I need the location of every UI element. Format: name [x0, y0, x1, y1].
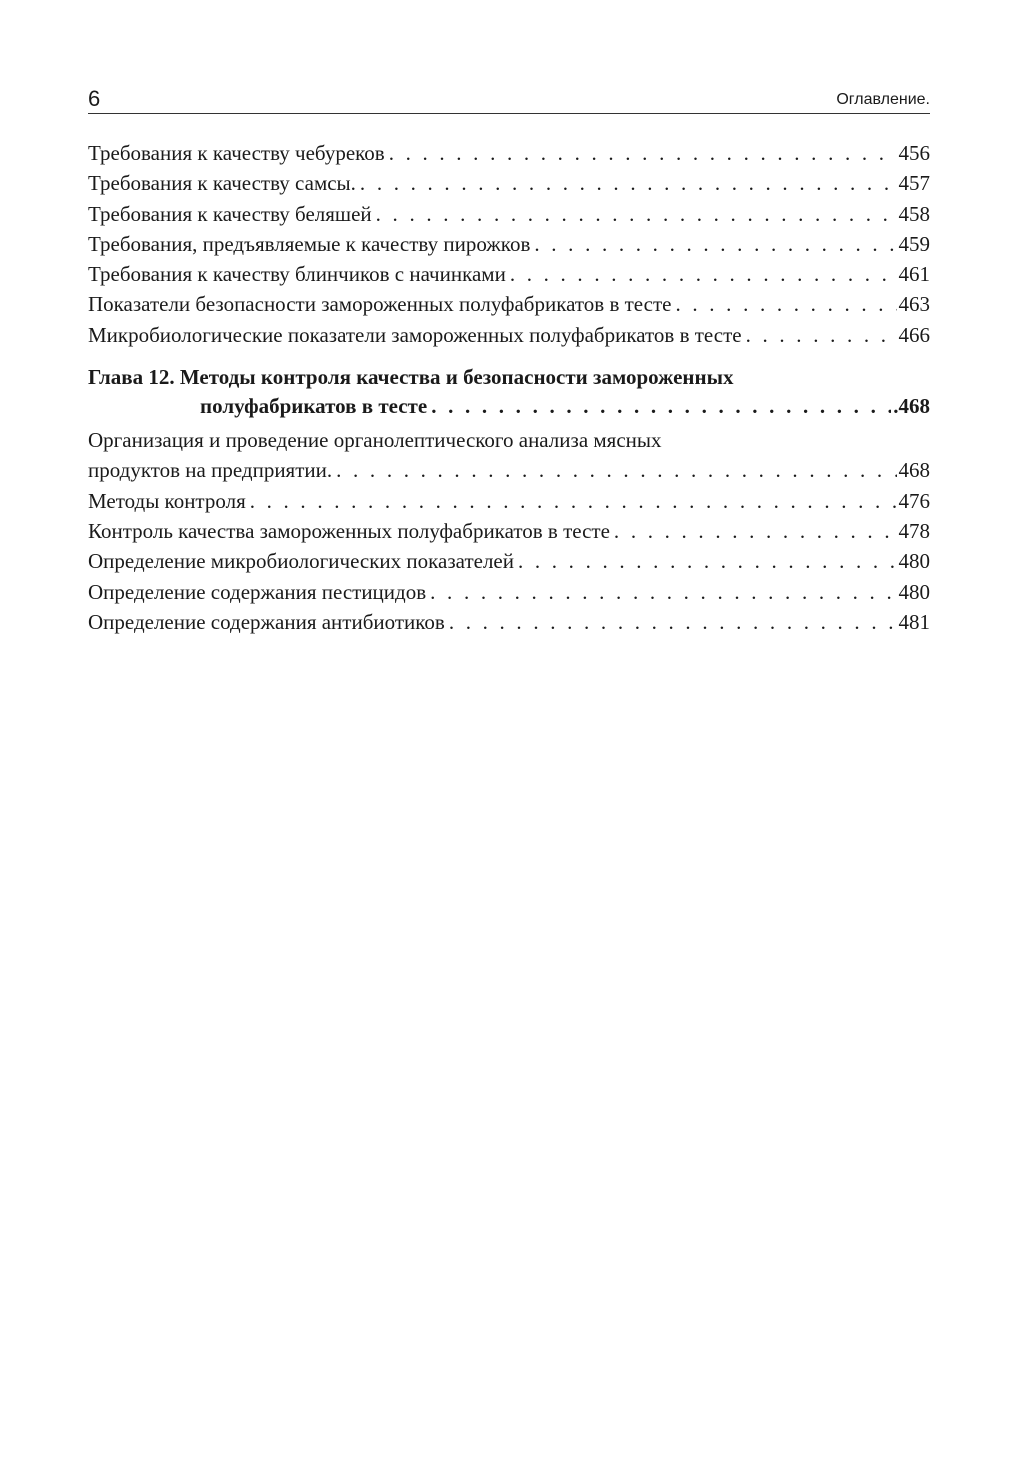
dot-leader [518, 546, 897, 576]
dot-leader [449, 607, 897, 637]
toc-entry[interactable] [88, 577, 930, 607]
toc-entry-title: Методы контроля [88, 488, 246, 513]
toc-entry-page: 468 [898, 458, 930, 483]
toc-entry[interactable] [88, 486, 930, 516]
toc-entry-title: Контроль качества замороженных полуфабрикатов в тесте [88, 518, 610, 543]
dot-leader [746, 320, 897, 350]
toc-entry[interactable] [88, 138, 930, 168]
toc-entry-page: 458 [898, 201, 930, 226]
dot-leader [614, 516, 897, 546]
chapter-sections [88, 425, 930, 637]
page-number: 6 [88, 86, 101, 111]
dot-leader [250, 486, 897, 516]
toc-entry-page: 461 [898, 262, 930, 287]
page-header [88, 86, 930, 112]
toc-entry[interactable] [88, 259, 930, 289]
toc-entry-title: Требования к качеству чебуреков [88, 141, 385, 165]
dot-leader [675, 289, 896, 319]
toc-entry-title: Требования к качеству беляшей [88, 201, 372, 226]
toc-entry[interactable] [88, 546, 930, 576]
toc-entry-page: 478 [898, 518, 930, 543]
toc-entry[interactable] [88, 607, 930, 637]
chapter-title-line2-row [88, 392, 930, 421]
toc-entry-page: 476 [898, 488, 930, 513]
toc-entry[interactable] [88, 229, 930, 259]
toc-entry-title: Определение микробиологических показателей [88, 549, 514, 574]
toc-entry-title: Определение содержания пестицидов [88, 579, 427, 604]
toc-entry-page: 463 [898, 292, 930, 317]
toc-entry-page: 456 [898, 141, 930, 165]
toc-entry-page: 466 [898, 322, 930, 347]
header-rule [88, 113, 930, 114]
chapter-title-line2: полуфабрикатов в тесте [200, 394, 428, 419]
chapter-page: .468 [893, 394, 930, 419]
dot-leader [336, 455, 896, 485]
table-of-contents [88, 138, 930, 637]
toc-entry[interactable] [88, 320, 930, 350]
dot-leader [430, 577, 896, 607]
toc-entry-title: Показатели безопасности замороженных полуфабрикатов в тесте [88, 292, 672, 317]
toc-entry[interactable] [88, 289, 930, 319]
toc-entry-title-line2: продуктов на предприятии. [88, 458, 333, 483]
dot-leader [534, 229, 896, 259]
chapter-heading[interactable] [88, 363, 930, 421]
toc-entry-title: Определение содержания антибиотиков [88, 609, 445, 634]
toc-entry-title: Требования к качеству блинчиков с начинками [88, 262, 506, 287]
dot-leader [510, 259, 897, 289]
running-title: Оглавление. [836, 91, 930, 108]
toc-entry-title: Требования, предъявляемые к качеству пирожков [88, 231, 531, 256]
dot-leader [431, 392, 891, 421]
toc-entry-line2-row [88, 455, 930, 485]
toc-entry-title: Требования к качеству самсы. [88, 171, 356, 196]
dot-leader [389, 138, 897, 168]
toc-entry-page: 457 [898, 171, 930, 196]
toc-entry-page: 480 [898, 549, 930, 574]
chapter-title-line1: Глава 12. Методы контроля качества и безопасности замороженных [88, 365, 734, 390]
toc-entry-page: 480 [898, 579, 930, 604]
toc-entry-page: 459 [898, 231, 930, 256]
toc-entry-title: Микробиологические показатели замороженных полуфабрикатов в тесте [88, 322, 742, 347]
toc-entry[interactable] [88, 516, 930, 546]
dot-leader [376, 199, 897, 229]
toc-entry-title-line1: Организация и проведение органолептического анализа мясных [88, 428, 662, 453]
toc-entry-multiline[interactable] [88, 425, 930, 486]
toc-entry[interactable] [88, 199, 930, 229]
toc-entry[interactable] [88, 168, 930, 198]
dot-leader [360, 168, 897, 198]
toc-entry-page: 481 [898, 609, 930, 634]
